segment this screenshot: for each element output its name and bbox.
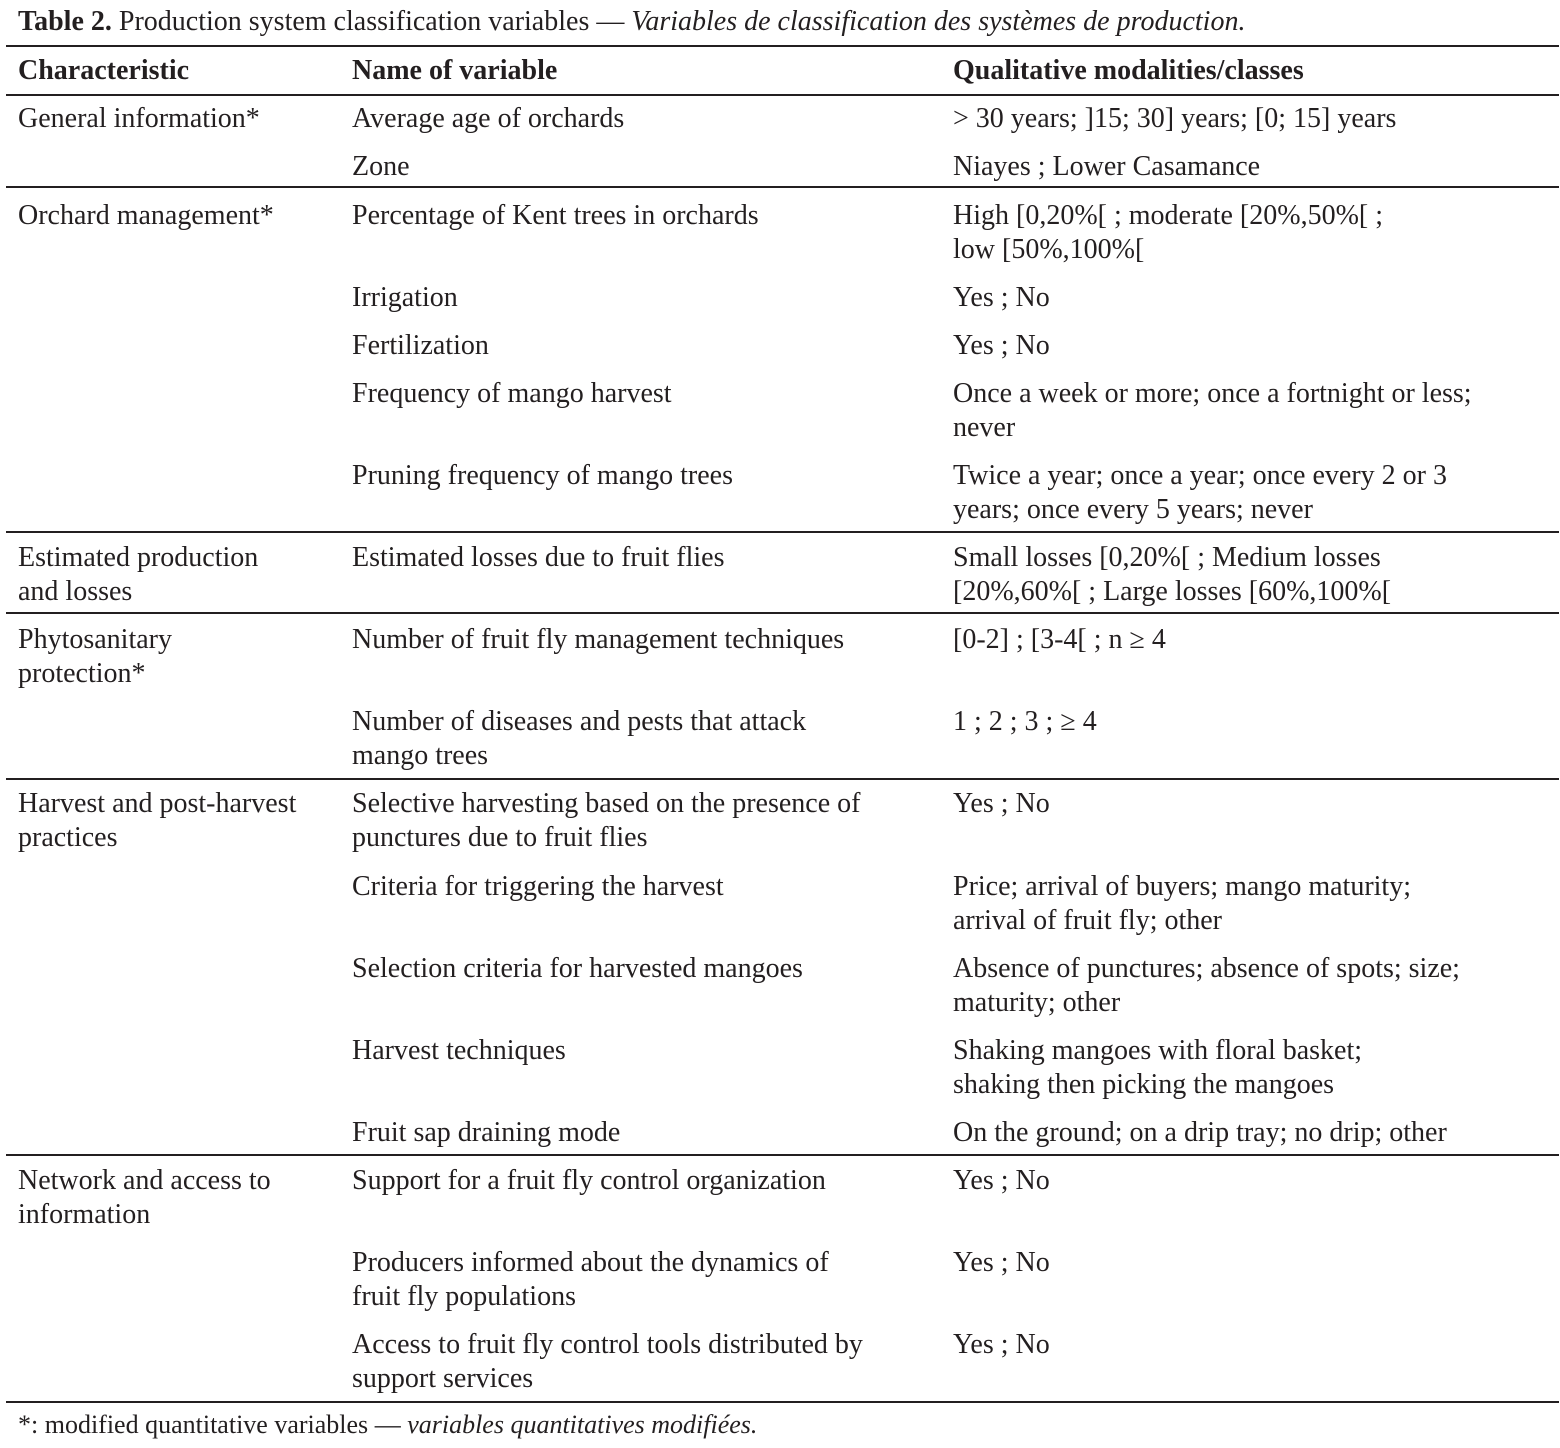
modalities-cell [953,199,1383,267]
variable-cell [352,705,806,773]
variable-cell [352,1246,829,1314]
cell-line: punctures due to fruit flies [352,822,648,853]
cell-line: Phytosanitary [18,624,172,655]
cell-line: mango trees [352,740,489,771]
group-rule [6,778,1559,780]
cell-line: Yes ; No [953,330,1050,361]
cell-line: years; once every 5 years; never [953,494,1313,525]
header-characteristic: Characteristic [18,55,190,86]
group-rule [6,186,1559,188]
modalities-cell [953,459,1447,527]
variable-cell [352,199,759,233]
cell-line: [20%,60%[ ; Large losses [60%,100%[ [953,576,1392,607]
cell-line: practices [18,822,118,853]
cell-line: Zone [352,151,410,182]
modalities-cell [953,541,1391,609]
cell-line: information [18,1199,151,1230]
cell-line: Frequency of mango harvest [352,378,672,409]
cell-line: General information* [18,103,260,134]
cell-line: Yes ; No [953,788,1050,819]
modalities-cell [953,1246,1050,1280]
cell-line: Shaking mangoes with floral basket; [953,1035,1363,1066]
cell-line: Price; arrival of buyers; mango maturity; [953,871,1411,902]
cell-line: Producers informed about the dynamics of [352,1247,829,1278]
cell-line: shaking then picking the mangoes [953,1069,1335,1100]
cell-line: never [953,412,1016,443]
table-title-en: Production system classification variables [118,6,590,37]
characteristic-cell [18,1164,271,1232]
cell-line: support services [352,1363,534,1394]
variable-cell [352,1164,826,1198]
modalities-cell [953,1328,1050,1362]
variable-cell [352,150,410,184]
cell-line: Once a week or more; once a fortnight or less; [953,378,1472,409]
variable-cell [352,787,860,855]
cell-line: Niayes ; Lower Casamance [953,151,1261,182]
cell-line: fruit fly populations [352,1281,576,1312]
cell-line: Network and access to [18,1165,271,1196]
cell-line: 1 ; 2 ; 3 ; ≥ 4 [953,706,1097,737]
modalities-cell [953,705,1097,739]
variable-cell [352,329,489,363]
modalities-cell [953,952,1460,1020]
bottom-rule [6,1401,1559,1403]
cell-line: Selection criteria for harvested mangoes [352,953,803,984]
modalities-cell [953,329,1050,363]
footnote-text-fr: variables quantitatives modifiées. [407,1410,758,1439]
header-modalities: Qualitative modalities/classes [953,55,1304,86]
modalities-cell [953,281,1050,315]
header-rule [6,94,1559,96]
cell-line: Small losses [0,20%[ ; Medium losses [953,542,1381,573]
footnote-separator: — [374,1410,401,1439]
cell-line: Average age of orchards [352,103,625,134]
group-rule [6,531,1559,533]
cell-line: High [0,20%[ ; moderate [20%,50%[ ; [953,200,1383,231]
cell-line: Harvest and post-harvest [18,788,297,819]
modalities-cell [953,1116,1447,1150]
cell-line: Access to fruit fly control tools distributed by [352,1329,863,1360]
characteristic-cell [18,102,260,136]
modalities-cell [953,787,1050,821]
variable-cell [352,459,733,493]
cell-line: Orchard management* [18,200,274,231]
header-variable: Name of variable [352,55,558,86]
modalities-cell [953,1164,1050,1198]
variable-cell [352,870,724,904]
modalities-cell [953,150,1260,184]
table-title-fr: Variables de classification des systèmes de production. [631,6,1246,37]
group-rule [6,1154,1559,1156]
modalities-cell [953,102,1396,136]
cell-line: arrival of fruit fly; other [953,905,1223,936]
modalities-cell [953,1034,1362,1102]
characteristic-cell [18,199,274,233]
cell-line: Yes ; No [953,1247,1050,1278]
cell-line: protection* [18,658,146,689]
modalities-cell [953,377,1472,445]
table-label: Table 2. [18,6,112,37]
group-rule [6,612,1559,614]
cell-line: Absence of punctures; absence of spots; size; [953,953,1460,984]
cell-line: and losses [18,576,133,607]
cell-line: Pruning frequency of mango trees [352,460,733,491]
variable-cell [352,102,624,136]
cell-line: Irrigation [352,282,458,313]
cell-line: Percentage of Kent trees in orchards [352,200,759,231]
modalities-cell [953,870,1411,938]
caption-separator: — [596,6,625,37]
cell-line: maturity; other [953,987,1121,1018]
characteristic-cell [18,623,172,691]
cell-line: Selective harvesting based on the presence of [352,788,861,819]
modalities-cell [953,623,1166,657]
cell-line: Estimated production [18,542,259,573]
cell-line: Yes ; No [953,282,1050,313]
footnote-text: *: modified quantitative variables [18,1410,369,1439]
cell-line: Number of fruit fly management techniques [352,624,845,655]
cell-line: Twice a year; once a year; once every 2 or 3 [953,460,1447,491]
cell-line: > 30 years; ]15; 30] years; [0; 15] years [953,103,1397,134]
cell-line: low [50%,100%[ [953,234,1145,265]
characteristic-cell [18,541,258,609]
cell-line: On the ground; on a drip tray; no drip; other [953,1117,1447,1148]
table-footnote [18,1408,757,1442]
table-caption [18,4,1548,40]
variable-cell [352,623,844,657]
variable-cell [352,1034,566,1068]
cell-line: [0-2] ; [3-4[ ; n ≥ 4 [953,624,1166,655]
cell-line: Support for a fruit fly control organization [352,1165,826,1196]
characteristic-cell [18,787,296,855]
cell-line: Yes ; No [953,1329,1050,1360]
top-rule [6,45,1559,47]
cell-line: Harvest techniques [352,1035,566,1066]
cell-line: Yes ; No [953,1165,1050,1196]
cell-line: Fertilization [352,330,489,361]
variable-cell [352,1116,620,1150]
variable-cell [352,377,672,411]
variable-cell [352,1328,863,1396]
variable-cell [352,541,725,575]
cell-line: Criteria for triggering the harvest [352,871,724,902]
variable-cell [352,952,803,986]
cell-line: Fruit sap draining mode [352,1117,621,1148]
variable-cell [352,281,458,315]
cell-line: Estimated losses due to fruit flies [352,542,725,573]
cell-line: Number of diseases and pests that attack [352,706,807,737]
